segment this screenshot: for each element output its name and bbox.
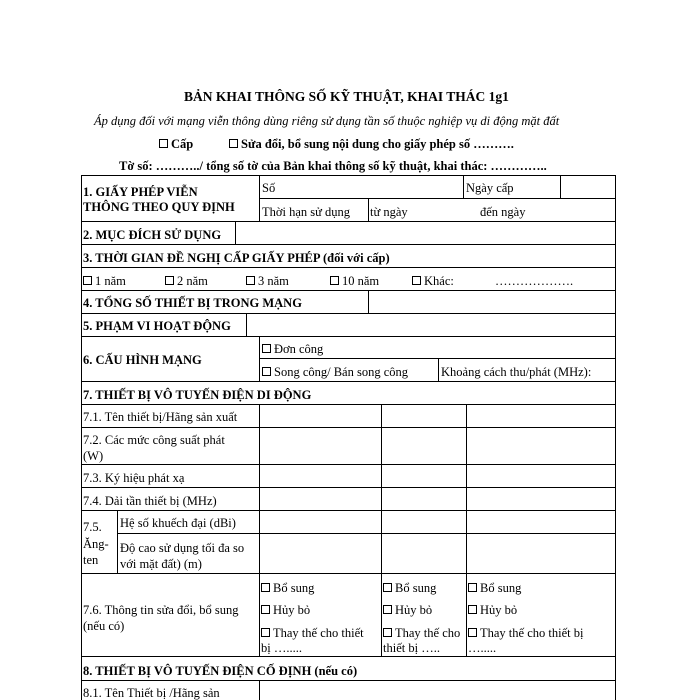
checkbox-icon[interactable] — [383, 605, 392, 614]
don-cong-label: Đơn công — [274, 342, 324, 356]
duration-option-2[interactable] — [165, 274, 208, 288]
checkbox-icon[interactable] — [412, 276, 421, 285]
checkbox-icon[interactable] — [330, 276, 339, 285]
r74-label: 7.4. Dải tần thiết bị (MHz) — [83, 494, 217, 508]
r72-label-line2: (W) — [83, 449, 104, 463]
khac-blank[interactable]: ………………. — [495, 274, 574, 288]
r76-label-line2: (nếu có) — [83, 619, 125, 633]
checkbox-icon[interactable] — [383, 628, 392, 637]
col3-bo-sung[interactable] — [468, 581, 521, 595]
col3-huy-bo[interactable] — [468, 603, 517, 617]
option-cap[interactable] — [159, 137, 193, 151]
duration-option-4-label: 10 năm — [342, 274, 380, 288]
col3-bo-sung-label: Bổ sung — [480, 581, 522, 595]
checkbox-icon[interactable] — [262, 367, 271, 376]
document-title: BẢN KHAI THÔNG SỐ KỸ THUẬT, KHAI THÁC 1g1 — [184, 89, 509, 104]
col3-thay-the[interactable] — [468, 626, 583, 640]
col1-thay-the-line2: bị …..... — [261, 641, 302, 655]
duration-option-1[interactable] — [83, 274, 126, 288]
song-cong-option[interactable] — [262, 365, 408, 379]
song-cong-label: Song công/ Bán song công — [274, 365, 409, 379]
sec8-label: 8. THIẾT BỊ VÔ TUYẾN ĐIỆN CỐ ĐỊNH (nếu có) — [83, 664, 358, 678]
checkbox-icon[interactable] — [468, 583, 477, 592]
col1-huy-bo[interactable] — [261, 603, 310, 617]
don-cong-option[interactable] — [262, 342, 323, 356]
to-so-line: Tờ số: ………../ tổng số tờ của Bản khai thông số kỹ thuật, khai thác: ………….. — [119, 159, 547, 173]
r75-height-label: Độ cao sử dụng tối đa so — [120, 541, 245, 555]
checkbox-icon[interactable] — [468, 605, 477, 614]
sec7-label: 7. THIẾT BỊ VÔ TUYẾN ĐIỆN DI ĐỘNG — [83, 388, 312, 402]
checkbox-icon[interactable] — [246, 276, 255, 285]
sec5-label: 5. PHẠM VI HOẠT ĐỘNG — [83, 319, 231, 333]
checkbox-icon[interactable] — [165, 276, 174, 285]
so-label: Số — [262, 181, 276, 195]
den-ngay-label: đến ngày — [480, 205, 526, 219]
checkbox-icon[interactable] — [159, 139, 168, 148]
col2-thay-the-label: Thay thế cho — [395, 626, 461, 640]
checkbox-icon[interactable] — [468, 628, 477, 637]
duration-option-3-label: 3 năm — [258, 274, 289, 288]
col3-thay-the-line2: …..... — [468, 641, 497, 655]
r72-label: 7.2. Các mức công suất phát — [83, 433, 225, 447]
duration-option-1-label: 1 năm — [95, 274, 126, 288]
r73-label: 7.3. Ký hiệu phát xạ — [83, 471, 185, 485]
checkbox-icon[interactable] — [262, 344, 271, 353]
col2-bo-sung[interactable] — [383, 581, 436, 595]
r75-label: 7.5. — [83, 520, 102, 534]
r71-label: 7.1. Tên thiết bị/Hãng sản xuất — [83, 410, 238, 424]
r75-label-line2: Ăng- — [83, 537, 109, 551]
checkbox-icon[interactable] — [83, 276, 92, 285]
col1-thay-the-label: Thay thế cho thiết — [273, 626, 364, 640]
option-cap-label: Cấp — [171, 137, 194, 151]
col1-bo-sung-label: Bổ sung — [273, 581, 315, 595]
checkbox-icon[interactable] — [261, 583, 270, 592]
duration-option-5[interactable] — [412, 274, 454, 288]
checkbox-icon[interactable] — [229, 139, 238, 148]
r75-height-label-line2: với mặt đất) (m) — [120, 557, 202, 571]
tu-ngay-label: từ ngày — [370, 205, 408, 219]
duration-option-3[interactable] — [246, 274, 289, 288]
col3-huy-bo-label: Hủy bỏ — [480, 603, 518, 617]
sec2-label: 2. MỤC ĐÍCH SỬ DỤNG — [83, 228, 222, 242]
duration-option-4[interactable] — [330, 274, 379, 288]
sec3-label: 3. THỜI GIAN ĐỀ NGHỊ CẤP GIẤY PHÉP (đối với cấp) — [83, 251, 390, 265]
col3-thay-the-label: Thay thế cho thiết bị — [480, 626, 584, 640]
sec4-label: 4. TỔNG SỐ THIẾT BỊ TRONG MẠNG — [83, 296, 302, 310]
col1-huy-bo-label: Hủy bỏ — [273, 603, 311, 617]
col2-thay-the[interactable] — [383, 626, 460, 640]
r75-label-line3: ten — [83, 553, 99, 567]
r76-label: 7.6. Thông tin sửa đổi, bổ sung — [83, 603, 239, 617]
col1-thay-the[interactable] — [261, 626, 364, 640]
col2-huy-bo[interactable] — [383, 603, 432, 617]
sec6-label: 6. CẤU HÌNH MẠNG — [83, 353, 202, 367]
r75-gain-label: Hệ số khuếch đại (dBi) — [120, 516, 236, 530]
ngay-cap-label: Ngày cấp — [466, 181, 514, 195]
col1-bo-sung[interactable] — [261, 581, 314, 595]
option-sua-doi-label: Sửa đổi, bổ sung nội dung cho giấy phép số ………. — [241, 137, 514, 151]
option-sua-doi[interactable] — [229, 137, 514, 151]
duration-option-2-label: 2 năm — [177, 274, 208, 288]
document-subtitle: Áp dụng đối với mạng viễn thông dùng riêng sử dụng tần số thuộc nghiệp vụ di động mặt đất — [94, 114, 560, 128]
duration-option-5-label: Khác: — [424, 274, 454, 288]
checkbox-icon[interactable] — [261, 605, 270, 614]
checkbox-icon[interactable] — [383, 583, 392, 592]
checkbox-icon[interactable] — [261, 628, 270, 637]
sec1-label-line2: THÔNG THEO QUY ĐỊNH — [83, 200, 235, 214]
khoang-cach-label: Khoảng cách thu/phát (MHz): — [441, 365, 592, 379]
r81-label: 8.1. Tên Thiết bị /Hãng sản — [83, 686, 220, 700]
col2-huy-bo-label: Hủy bỏ — [395, 603, 433, 617]
sec1-label: 1. GIẤY PHÉP VIỄN — [83, 185, 198, 199]
thoi-han-label: Thời hạn sử dụng — [262, 205, 351, 219]
col2-bo-sung-label: Bổ sung — [395, 581, 437, 595]
col2-thay-the-line2: thiết bị ….. — [383, 641, 440, 655]
